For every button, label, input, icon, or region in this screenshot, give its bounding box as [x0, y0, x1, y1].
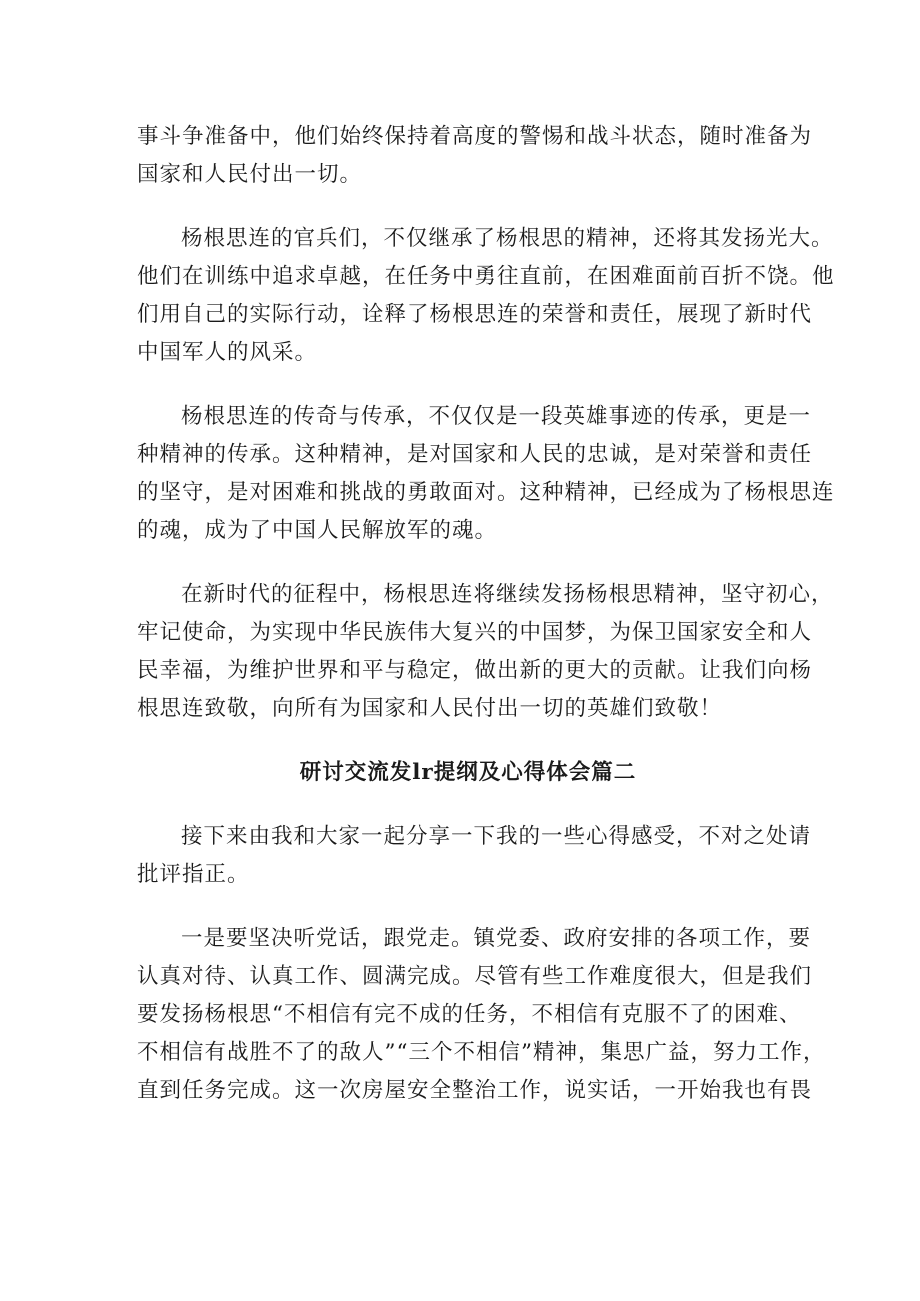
text-line: 杨根思连的官兵们，不仅继承了杨根思的精神，还将其发扬光大。: [181, 226, 834, 251]
text-line: 的坚守，是对困难和挑战的勇敢面对。这种精神，已经成为了杨根思连: [137, 480, 835, 505]
text-line: 要发扬杨根思“不相信有完不成的任务，不相信有克服不了的困难、: [137, 1002, 802, 1027]
text-line: 事斗争准备中，他们始终保持着高度的警惕和战斗状态，随时准备为: [137, 124, 813, 149]
paragraph-5: [137, 818, 812, 894]
text-line: 批评指正。: [137, 862, 250, 887]
text-line: 他们在训练中追求卓越，在任务中勇往直前，在困难面前百折不饶。他: [137, 264, 835, 289]
paragraph-2: [137, 220, 835, 372]
text-line: 民幸福，为维护世界和平与稳定，做出新的更大的贡献。让我们向杨: [137, 658, 813, 683]
paragraph-1: [137, 118, 813, 194]
text-line: 在新时代的征程中，杨根思连将继续发扬杨根思精神，坚守初心，: [181, 582, 834, 607]
text-line: 国家和人民付出一切。: [137, 162, 363, 187]
text-line: 认真对待、认真工作、圆满完成。尽管有些工作难度很大，但是我们: [137, 964, 813, 989]
text-line: 接下来由我和大家一起分享一下我的一些心得感受，不对之处请: [181, 824, 812, 849]
text-line: 杨根思连的传奇与传承，不仅仅是一段英雄事迹的传承，更是一: [181, 404, 812, 429]
text-line: 的魂，成为了中国人民解放军的魂。: [137, 518, 498, 543]
text-line: 根思连致敬，向所有为国家和人民付出一切的英雄们致敬！: [137, 696, 723, 721]
text-line: 们用自己的实际行动，诠释了杨根思连的荣誉和责任，展现了新时代: [137, 302, 813, 327]
text-line: 直到任务完成。这一次房屋安全整治工作，说实话，一开始我也有畏: [137, 1078, 813, 1103]
section-heading: 研讨交流发lr提纲及心得体会篇二: [299, 760, 637, 785]
text-line: 牢记使命，为实现中华民族伟大复兴的中国梦，为保卫国家安全和人: [137, 620, 813, 645]
text-line: 一是要坚决听党话，跟党走。镇党委、政府安排的各项工作，要: [181, 926, 812, 951]
text-line: 不相信有战胜不了的敌人”“三个不相信”精神，集思广益，努力工作，: [137, 1040, 826, 1065]
text-line: 种精神的传承。这种精神，是对国家和人民的忠诚，是对荣誉和责任: [137, 442, 813, 467]
paragraph-6: [137, 920, 826, 1110]
paragraph-3: [137, 398, 835, 550]
paragraph-4: [137, 576, 834, 728]
document-body: [137, 118, 835, 1136]
text-line: 中国军人的风采。: [137, 340, 318, 365]
